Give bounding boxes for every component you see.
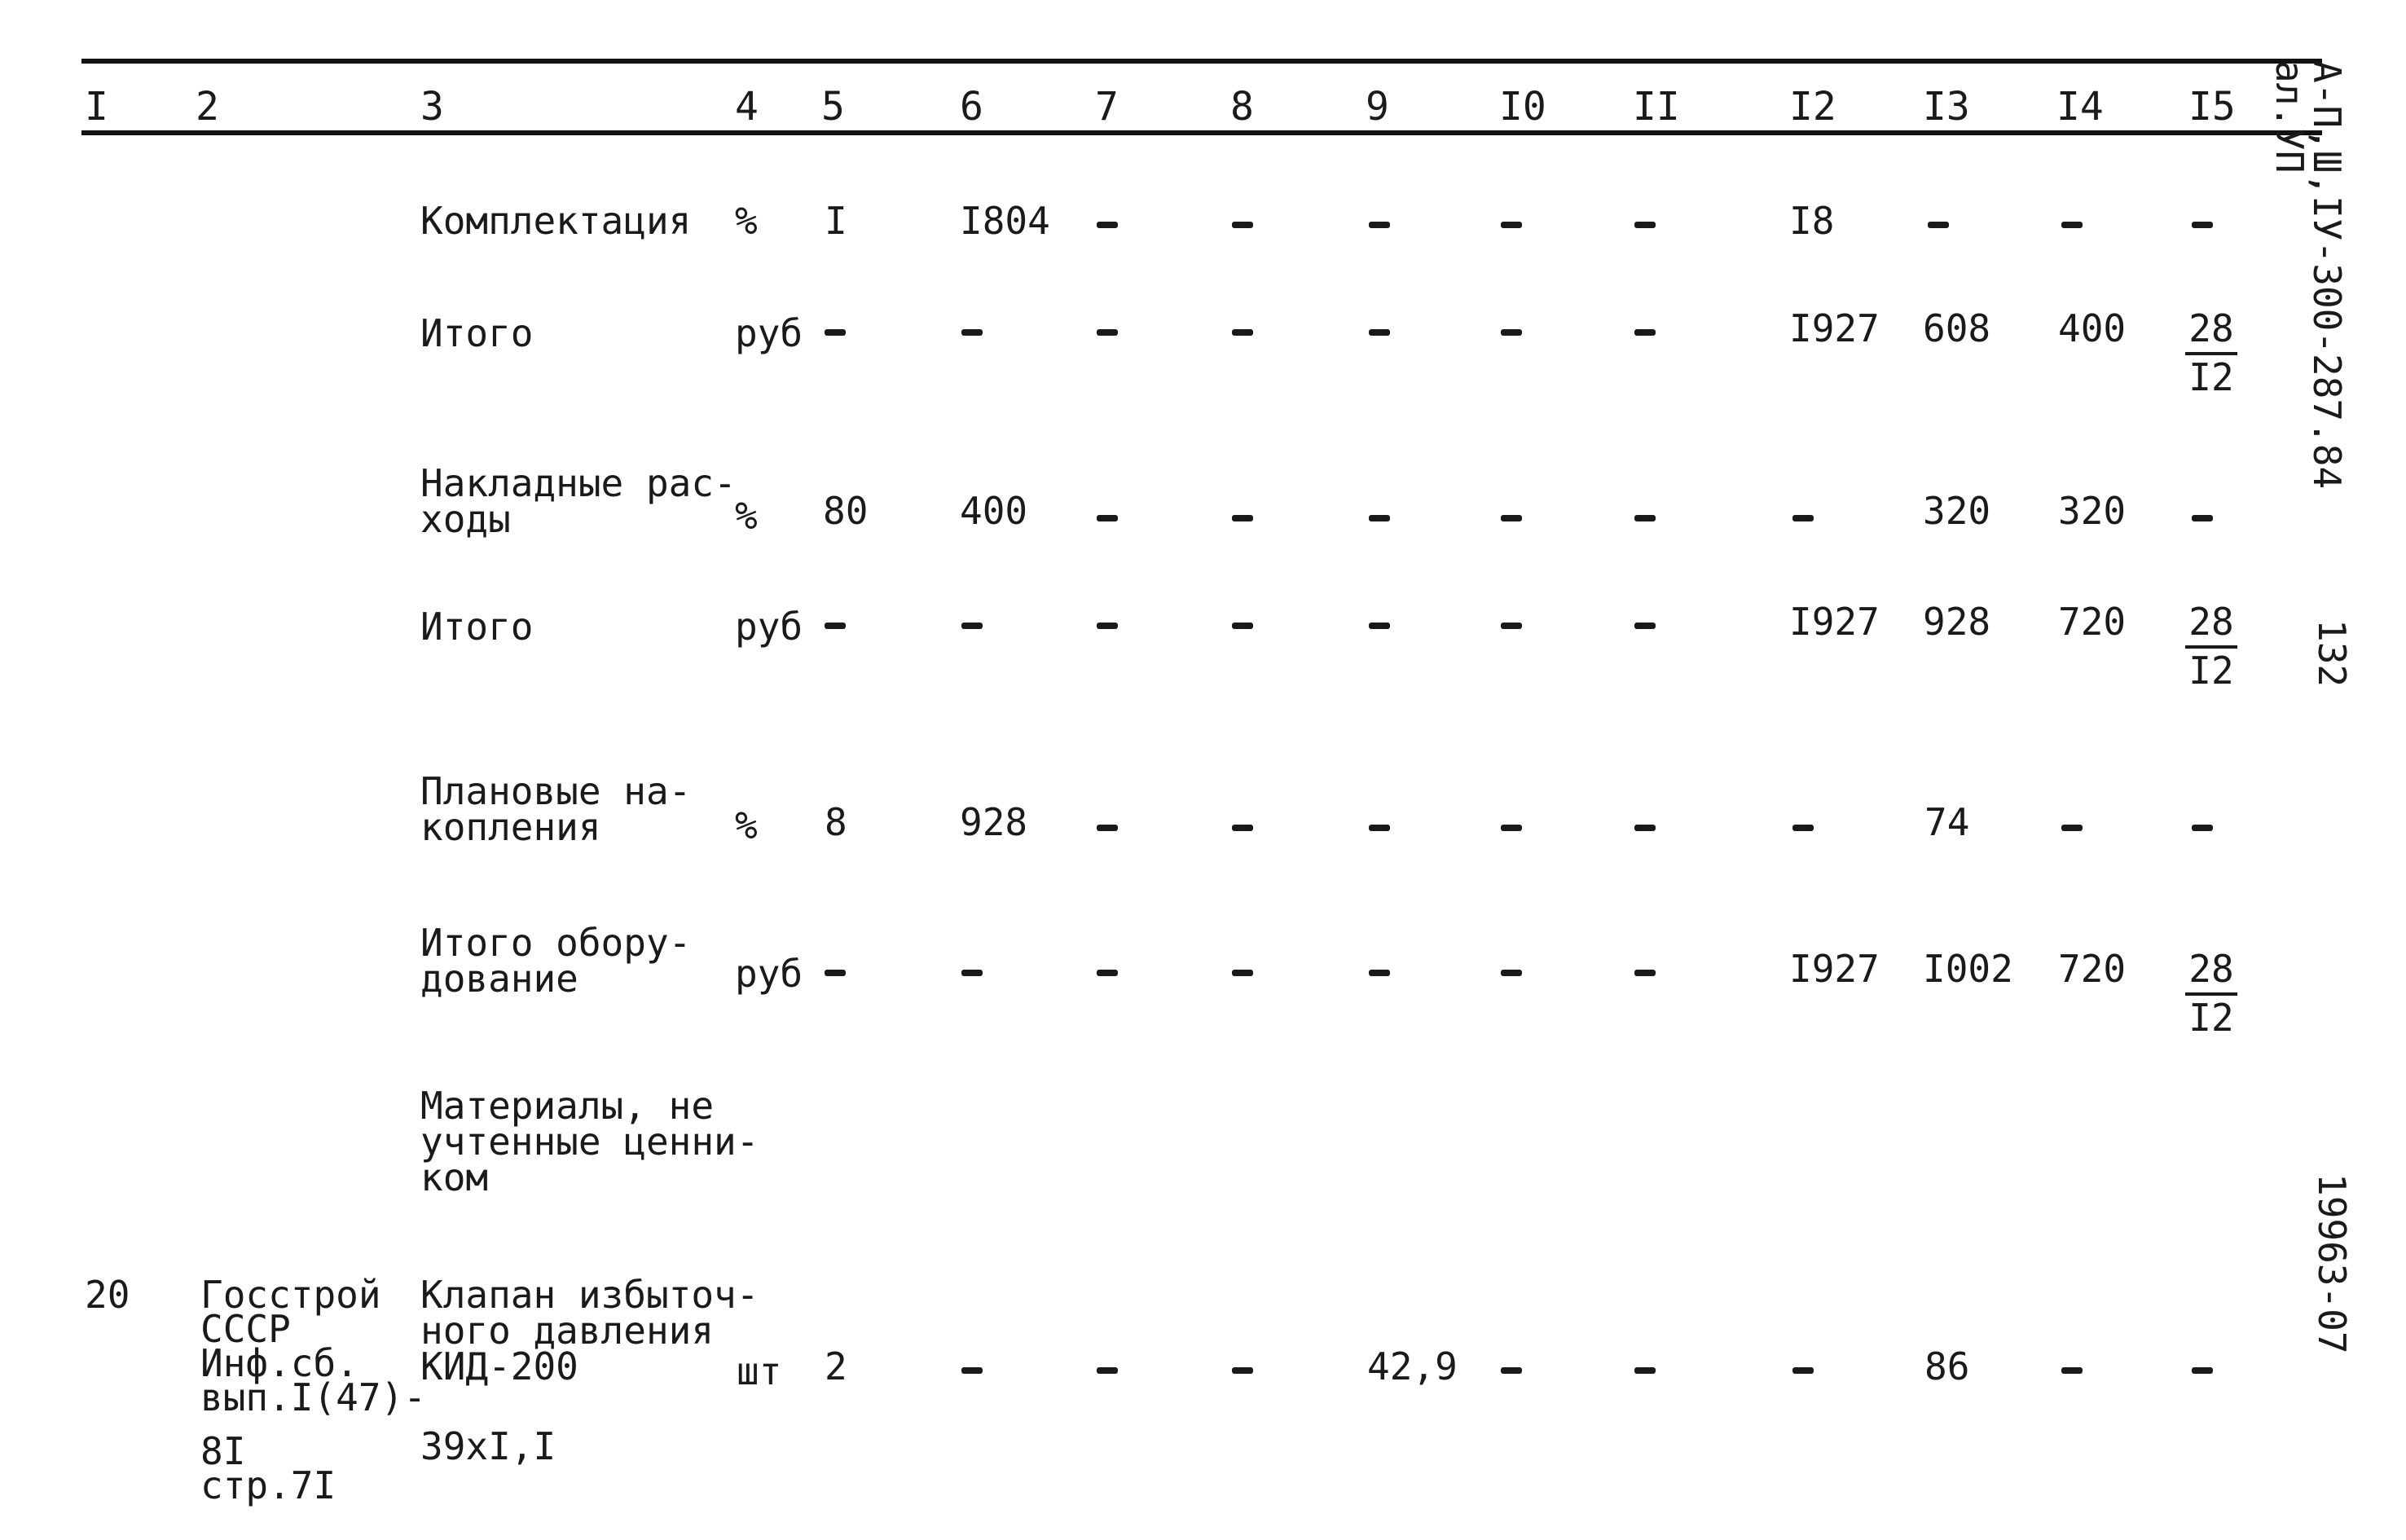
dash-col12 (1792, 825, 1814, 831)
dash-col11 (1634, 222, 1656, 228)
cell-col15-fraction (2185, 947, 2237, 1040)
cell-col5: 80 (823, 489, 869, 533)
dash-col15 (2192, 1367, 2213, 1374)
dash-col14 (2061, 1367, 2083, 1374)
cell-col13: 86 (1924, 1344, 1970, 1388)
cell-col6: I804 (960, 199, 1050, 243)
cell-col15-fraction (2185, 306, 2237, 399)
col-header-9: 9 (1366, 84, 1389, 130)
col-header-12: I2 (1789, 84, 1836, 130)
row-name: копления (420, 805, 601, 849)
order-number: 19963-07 (2310, 1173, 2354, 1354)
row-name: Накладные рас- (420, 461, 737, 505)
col-header-7: 7 (1095, 84, 1119, 130)
row-name: дование (420, 957, 578, 1001)
row-unit: руб (735, 605, 803, 649)
row-unit: % (735, 494, 758, 538)
dash-col7 (1097, 623, 1118, 629)
row-unit: % (735, 199, 758, 243)
dash-col8 (1232, 970, 1253, 976)
dash-col9 (1369, 515, 1390, 521)
source-reference: вып.I(47)- (200, 1375, 426, 1419)
dash-col7 (1097, 970, 1118, 976)
cell-col12: I927 (1789, 947, 1880, 991)
source-reference: 8I (200, 1429, 246, 1473)
dash-col7 (1097, 825, 1118, 831)
cell-col12: I8 (1789, 199, 1835, 243)
row-name: учтенные ценни- (420, 1120, 759, 1164)
cell-col5: 8 (825, 800, 847, 844)
row-unit: руб (735, 311, 803, 355)
col-header-10: I0 (1499, 84, 1546, 130)
dash-col7 (1097, 222, 1118, 228)
dash-col7 (1097, 1367, 1118, 1374)
cell-col9: 42,9 (1367, 1344, 1458, 1388)
row-name: Материалы, не (420, 1084, 715, 1128)
dash-col10 (1501, 515, 1522, 521)
col-header-6: 6 (960, 84, 983, 130)
col-header-5: 5 (821, 84, 845, 130)
page-number: 132 (2310, 619, 2354, 688)
dash-col10 (1501, 970, 1522, 976)
cell-col13: 74 (1924, 800, 1970, 844)
fraction-denominator: I2 (2188, 649, 2234, 693)
col-header-1: I (85, 84, 108, 130)
dash-col10 (1501, 222, 1522, 228)
dash-col8 (1232, 329, 1253, 336)
dash-col15 (2192, 515, 2213, 521)
col-header-2: 2 (196, 84, 219, 130)
row-name: КИД-200 (420, 1344, 578, 1388)
cell-col14: 320 (2058, 489, 2127, 533)
dash-col8 (1232, 623, 1253, 629)
dash-col11 (1634, 970, 1656, 976)
fraction-denominator: I2 (2188, 355, 2234, 399)
cell-col13: I002 (1923, 947, 2013, 991)
header-bottom-rule (81, 130, 2322, 135)
dash-col10 (1501, 329, 1522, 336)
dash-col5 (825, 970, 846, 976)
dash-col14 (2061, 825, 2083, 831)
col-header-3: 3 (420, 84, 444, 130)
top-rule (81, 59, 2322, 64)
col-header-13: I3 (1923, 84, 1970, 130)
dash-col11 (1634, 329, 1656, 336)
col-header-8: 8 (1230, 84, 1254, 130)
dash-col12 (1792, 1367, 1814, 1374)
cell-col12: I927 (1789, 600, 1880, 644)
dash-col12 (1792, 515, 1814, 521)
row-name: ходы (420, 497, 511, 541)
cell-col14: 720 (2058, 600, 2127, 644)
dash-col6 (961, 1367, 983, 1374)
dash-col10 (1501, 825, 1522, 831)
dash-col5 (825, 623, 846, 629)
dash-col8 (1232, 222, 1253, 228)
dash-col9 (1369, 222, 1390, 228)
dash-col11 (1634, 623, 1656, 629)
source-reference: стр.7I (200, 1463, 336, 1507)
dash-col5 (825, 329, 846, 336)
fraction-numerator: 28 (2188, 600, 2234, 644)
cell-col12: I927 (1789, 306, 1880, 350)
row-name: Комплектация (420, 199, 692, 243)
source-reference: СССР (200, 1307, 291, 1351)
source-reference: Инф.сб. (200, 1341, 358, 1385)
row-unit: % (735, 803, 758, 847)
dash-col14 (2061, 222, 2083, 228)
dash-col6 (961, 970, 983, 976)
dash-col9 (1369, 970, 1390, 976)
cell-col6: 928 (960, 800, 1028, 844)
cell-col14: 400 (2058, 306, 2127, 350)
row-name-extra: 39xI,I (420, 1424, 556, 1468)
dash-col9 (1369, 329, 1390, 336)
source-reference: Госстрой (200, 1273, 381, 1317)
cell-col14: 720 (2058, 947, 2127, 991)
col-header-4: 4 (735, 84, 759, 130)
document-code: А-П,Ш,IУ-300-287.84 (2305, 60, 2349, 490)
dash-col13 (1928, 222, 1949, 228)
dash-col11 (1634, 1367, 1656, 1374)
row-unit: руб (735, 952, 803, 996)
dash-col7 (1097, 515, 1118, 521)
dash-col10 (1501, 623, 1522, 629)
dash-col8 (1232, 1367, 1253, 1374)
row-name: Итого (420, 605, 534, 649)
col-header-14: I4 (2056, 84, 2104, 130)
cell-col6: 400 (960, 489, 1028, 533)
row-number: 20 (85, 1273, 130, 1317)
fraction-denominator: I2 (2188, 996, 2234, 1040)
dash-col9 (1369, 825, 1390, 831)
cell-col13: 928 (1923, 600, 1991, 644)
dash-col10 (1501, 1367, 1522, 1374)
document-code-sheet: ал.УП (2267, 60, 2311, 174)
row-name: Клапан избыточ- (420, 1273, 759, 1317)
cell-col13: 320 (1923, 489, 1991, 533)
fraction-numerator: 28 (2188, 306, 2234, 350)
fraction-numerator: 28 (2188, 947, 2234, 991)
dash-col9 (1369, 623, 1390, 629)
dash-col8 (1232, 825, 1253, 831)
row-name: ного давления (420, 1309, 715, 1353)
row-name: ком (420, 1155, 489, 1199)
dash-col11 (1634, 515, 1656, 521)
dash-col15 (2192, 222, 2213, 228)
cell-col5: I (825, 199, 847, 243)
cell-col5: 2 (825, 1344, 847, 1388)
cell-col13: 608 (1923, 306, 1991, 350)
col-header-11: II (1633, 84, 1680, 130)
dash-col7 (1097, 329, 1118, 336)
row-name: Плановые на- (420, 769, 692, 813)
row-name: Итого (420, 311, 534, 355)
dash-col6 (961, 623, 983, 629)
dash-col15 (2192, 825, 2213, 831)
dash-col11 (1634, 825, 1656, 831)
dash-col8 (1232, 515, 1253, 521)
cell-col15-fraction (2185, 600, 2237, 693)
dash-col6 (961, 329, 983, 336)
row-unit: шт (737, 1349, 782, 1393)
row-name: Итого обору- (420, 921, 692, 965)
col-header-15: I5 (2188, 84, 2236, 130)
